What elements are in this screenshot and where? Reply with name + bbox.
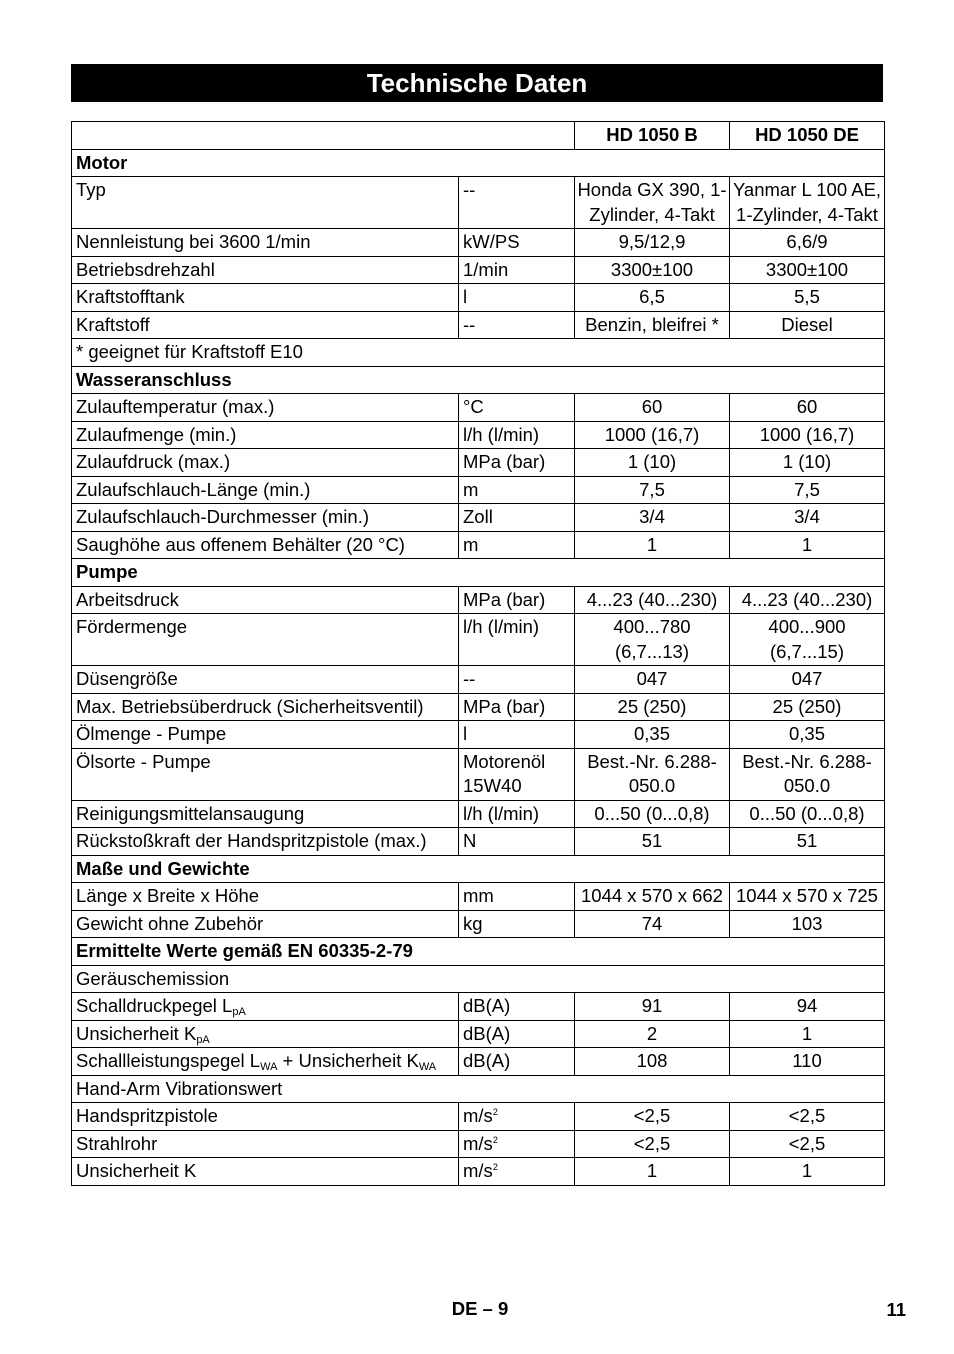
value-hd1050de: <2,5 <box>730 1103 885 1131</box>
spec-label: Unsicherheit K <box>76 1160 197 1181</box>
spec-unit-cell <box>459 504 575 532</box>
spec-unit: dB(A) <box>463 1050 511 1071</box>
spec-label-cell <box>72 910 459 938</box>
table-row <box>72 693 885 721</box>
spec-label: Nennleistung bei 3600 1/min <box>76 231 311 252</box>
value-hd1050de: 1 <box>730 531 885 559</box>
value-hd1050b: 1044 x 570 x 662 <box>575 883 730 911</box>
spec-unit: kg <box>463 912 483 934</box>
table-row <box>72 614 885 666</box>
value-hd1050de: Best.-Nr. 6.288-050.0 <box>730 748 885 800</box>
value-hd1050b: 9,5/12,9 <box>575 229 730 257</box>
spec-label-cell <box>72 883 459 911</box>
spec-unit: dB(A) <box>463 995 511 1016</box>
value-hd1050b: 1 (10) <box>575 449 730 477</box>
section-title: Maße und Gewichte <box>72 855 885 883</box>
table-row <box>72 828 885 856</box>
table-row <box>72 421 885 449</box>
table-row <box>72 1048 885 1076</box>
spec-unit: kW/PS <box>463 231 520 252</box>
value-hd1050b: 25 (250) <box>575 693 730 721</box>
spec-unit-cell <box>459 614 575 666</box>
spec-label: Zulaufmenge (min.) <box>76 423 237 445</box>
spec-unit-cell <box>459 311 575 339</box>
technical-data-table <box>71 121 885 1186</box>
spec-label-cell <box>72 1048 459 1076</box>
section-row <box>72 559 885 587</box>
table-header-row <box>72 122 885 150</box>
section-title: Pumpe <box>72 559 885 587</box>
table-row <box>72 531 885 559</box>
table-row <box>72 229 885 257</box>
spec-unit: °C <box>463 396 484 417</box>
spec-unit-cell <box>459 284 575 312</box>
spec-unit: l/h (l/min) <box>463 802 540 824</box>
spec-label-cell <box>72 504 459 532</box>
spec-label: Schalldruckpegel L <box>76 995 233 1016</box>
spec-unit-cell <box>459 883 575 911</box>
note-row <box>72 965 885 993</box>
value-hd1050de: 1044 x 570 x 725 <box>730 883 885 911</box>
spec-label-cell <box>72 177 459 229</box>
spec-unit-cell <box>459 693 575 721</box>
value-hd1050de: 0,35 <box>730 721 885 749</box>
spec-label-cell <box>72 284 459 312</box>
spec-unit: m/s <box>463 1132 493 1154</box>
table-row <box>72 993 885 1021</box>
spec-unit: m/s <box>463 1105 493 1126</box>
spec-label-cell <box>72 993 459 1021</box>
table-row <box>72 504 885 532</box>
spec-label: Typ <box>76 179 106 200</box>
value-hd1050de: 1 <box>730 1020 885 1048</box>
table-row <box>72 284 885 312</box>
spec-unit-cell <box>459 748 575 800</box>
spec-unit-cell <box>459 666 575 694</box>
spec-label-cell <box>72 1103 459 1131</box>
section-title: Motor <box>72 149 885 177</box>
spec-label-cell <box>72 721 459 749</box>
value-hd1050de: 51 <box>730 828 885 856</box>
section-row <box>72 938 885 966</box>
spec-unit-cell <box>459 476 575 504</box>
spec-label: Handspritzpistole <box>76 1105 218 1126</box>
spec-unit-cell <box>459 1130 575 1158</box>
spec-unit: 1/min <box>463 258 509 280</box>
spec-label: Länge x Breite x Höhe <box>76 885 260 906</box>
table-row <box>72 586 885 614</box>
spec-label: Zulaufschlauch-Länge (min.) <box>76 478 311 500</box>
spec-unit-cell <box>459 421 575 449</box>
spec-label-cell <box>72 531 459 559</box>
spec-unit-cell <box>459 1020 575 1048</box>
table-row <box>72 721 885 749</box>
spec-unit: l/h (l/min) <box>463 423 540 445</box>
value-hd1050de: Yanmar L 100 AE, 1-Zylinder, 4-Takt <box>730 177 885 229</box>
value-hd1050b: 7,5 <box>575 476 730 504</box>
spec-unit-cell <box>459 910 575 938</box>
spec-label-cell <box>72 1158 459 1186</box>
value-hd1050b: 1 <box>575 531 730 559</box>
spec-unit: l/h (l/min) <box>463 616 540 637</box>
value-hd1050de: 110 <box>730 1048 885 1076</box>
value-hd1050de: 3/4 <box>730 504 885 532</box>
table-row <box>72 476 885 504</box>
spec-unit: MPa (bar) <box>463 695 546 717</box>
section-title: Ermittelte Werte gemäß EN 60335-2-79 <box>72 938 885 966</box>
spec-label: Düsengröße <box>76 668 178 689</box>
value-hd1050de: 047 <box>730 666 885 694</box>
spec-label-cell <box>72 311 459 339</box>
spec-label-cell <box>72 693 459 721</box>
spec-label-continued: + Unsicherheit K <box>277 1050 419 1071</box>
spec-unit-cell <box>459 449 575 477</box>
spec-label-cell <box>72 1020 459 1048</box>
column-header-hd1050b: HD 1050 B <box>575 122 730 150</box>
spec-unit: m <box>463 533 479 555</box>
table-row <box>72 1103 885 1131</box>
spec-label-subscript: WA <box>260 1061 278 1073</box>
spec-label-cell <box>72 614 459 666</box>
spec-label: Zulauftemperatur (max.) <box>76 396 275 417</box>
spec-unit: mm <box>463 885 494 906</box>
footer-page-label: DE – 9 <box>451 1298 509 1319</box>
spec-label: Kraftstoff <box>76 313 150 335</box>
spec-unit-cell <box>459 256 575 284</box>
value-hd1050de: 6,6/9 <box>730 229 885 257</box>
value-hd1050b: 3300±100 <box>575 256 730 284</box>
table-row <box>72 1158 885 1186</box>
value-hd1050de: <2,5 <box>730 1130 885 1158</box>
value-hd1050de: 1 <box>730 1158 885 1186</box>
value-hd1050b: 1 <box>575 1158 730 1186</box>
value-hd1050b: Best.-Nr. 6.288-050.0 <box>575 748 730 800</box>
spec-label-cell <box>72 394 459 422</box>
spec-label: Ölsorte - Pumpe <box>76 750 211 772</box>
spec-label-cell <box>72 256 459 284</box>
value-hd1050de: 60 <box>730 394 885 422</box>
section-row <box>72 366 885 394</box>
spec-label-cell <box>72 476 459 504</box>
value-hd1050b: 6,5 <box>575 284 730 312</box>
spec-label-cell <box>72 666 459 694</box>
column-header-hd1050de: HD 1050 DE <box>730 122 885 150</box>
spec-unit-cell <box>459 229 575 257</box>
spec-unit: m/s <box>463 1160 493 1181</box>
value-hd1050de: 1 (10) <box>730 449 885 477</box>
value-hd1050b: 108 <box>575 1048 730 1076</box>
spec-unit: dB(A) <box>463 1022 511 1044</box>
spec-unit-cell <box>459 586 575 614</box>
section-row <box>72 855 885 883</box>
value-hd1050b: 1000 (16,7) <box>575 421 730 449</box>
value-hd1050b: 2 <box>575 1020 730 1048</box>
spec-unit: -- <box>463 179 476 200</box>
value-hd1050de: 103 <box>730 910 885 938</box>
spec-unit-cell <box>459 828 575 856</box>
value-hd1050b: Benzin, bleifrei * <box>575 311 730 339</box>
spec-label: Gewicht ohne Zubehör <box>76 912 264 934</box>
spec-label-subscript: pA <box>232 1006 246 1018</box>
value-hd1050de: 25 (250) <box>730 693 885 721</box>
value-hd1050b: 4...23 (40...230) <box>575 586 730 614</box>
table-row <box>72 800 885 828</box>
value-hd1050de: 400...900 (6,7...15) <box>730 614 885 666</box>
table-row <box>72 910 885 938</box>
spec-label: Saughöhe aus offenem Behälter (20 °C) <box>76 533 405 555</box>
spec-unit-superscript: 2 <box>492 1134 498 1145</box>
value-hd1050b: 74 <box>575 910 730 938</box>
spec-label-cell <box>72 748 459 800</box>
section-row <box>72 149 885 177</box>
table-row <box>72 256 885 284</box>
spec-label: Fördermenge <box>76 616 188 637</box>
spec-unit: N <box>463 830 477 851</box>
spec-unit: Zoll <box>463 506 493 527</box>
value-hd1050b: 047 <box>575 666 730 694</box>
table-row <box>72 177 885 229</box>
value-hd1050de: 5,5 <box>730 284 885 312</box>
spec-label-cell <box>72 421 459 449</box>
value-hd1050b: 60 <box>575 394 730 422</box>
spec-unit: -- <box>463 668 476 689</box>
spec-unit: Motorenöl 15W40 <box>463 750 546 796</box>
spec-unit: -- <box>463 313 476 335</box>
spec-unit: m <box>463 478 479 500</box>
spec-label-subscript: pA <box>196 1033 210 1046</box>
spec-label-cell <box>72 1130 459 1158</box>
value-hd1050de: 4...23 (40...230) <box>730 586 885 614</box>
spec-label-cell <box>72 449 459 477</box>
note-row <box>72 1075 885 1103</box>
table-row <box>72 883 885 911</box>
spec-label: Reinigungsmittelansaugung <box>76 802 305 824</box>
spec-label-cell <box>72 800 459 828</box>
spec-unit-superscript: 2 <box>492 1107 498 1117</box>
page-title: Technische Daten <box>71 64 883 102</box>
section-title: Wasseranschluss <box>72 366 885 394</box>
spec-label-cell <box>72 828 459 856</box>
spec-unit: l <box>463 286 468 307</box>
value-hd1050b: 0...50 (0...0,8) <box>575 800 730 828</box>
spec-unit-cell <box>459 993 575 1021</box>
value-hd1050b: <2,5 <box>575 1103 730 1131</box>
header-blank-cell <box>72 122 575 150</box>
value-hd1050de: 7,5 <box>730 476 885 504</box>
value-hd1050b: 51 <box>575 828 730 856</box>
spec-label: Unsicherheit K <box>76 1022 197 1044</box>
spec-label: Max. Betriebsüberdruck (Sicherheitsventil) <box>76 695 424 717</box>
spec-unit-cell <box>459 394 575 422</box>
spec-unit-superscript: 2 <box>492 1162 498 1172</box>
value-hd1050de: 1000 (16,7) <box>730 421 885 449</box>
spec-label: Arbeitsdruck <box>76 588 179 610</box>
footer-page-number: 11 <box>886 1299 906 1320</box>
spec-label: Rückstoßkraft der Handspritzpistole (max.) <box>76 830 427 851</box>
spec-label: Kraftstofftank <box>76 286 185 307</box>
spec-label: Betriebsdrehzahl <box>76 258 215 280</box>
table-row <box>72 449 885 477</box>
table-row <box>72 748 885 800</box>
table-body <box>72 122 885 1186</box>
note-text: Geräuschemission <box>72 965 885 993</box>
spec-unit-cell <box>459 531 575 559</box>
table-row <box>72 311 885 339</box>
value-hd1050b: Honda GX 390, 1-Zylinder, 4-Takt <box>575 177 730 229</box>
spec-unit-cell <box>459 800 575 828</box>
spec-label-cell <box>72 586 459 614</box>
value-hd1050b: 400...780 (6,7...13) <box>575 614 730 666</box>
spec-label: Zulaufschlauch-Durchmesser (min.) <box>76 506 370 527</box>
table-row <box>72 394 885 422</box>
note-text: Hand-Arm Vibrationswert <box>72 1075 885 1103</box>
spec-label: Schallleistungspegel L <box>76 1050 261 1071</box>
note-row <box>72 339 885 367</box>
spec-label: Zulaufdruck (max.) <box>76 451 231 472</box>
table-row <box>72 1020 885 1048</box>
value-hd1050b: <2,5 <box>575 1130 730 1158</box>
value-hd1050de: 3300±100 <box>730 256 885 284</box>
note-text: * geeignet für Kraftstoff E10 <box>72 339 885 367</box>
value-hd1050b: 91 <box>575 993 730 1021</box>
spec-label: Strahlrohr <box>76 1132 158 1154</box>
spec-unit-cell <box>459 721 575 749</box>
spec-unit: l <box>463 723 468 744</box>
value-hd1050de: 94 <box>730 993 885 1021</box>
spec-unit-cell <box>459 1158 575 1186</box>
spec-label-subscript: WA <box>418 1061 437 1073</box>
table-row <box>72 1130 885 1158</box>
spec-unit: MPa (bar) <box>463 588 546 610</box>
value-hd1050b: 3/4 <box>575 504 730 532</box>
spec-unit: MPa (bar) <box>463 451 546 472</box>
spec-unit-cell <box>459 1103 575 1131</box>
spec-unit-cell <box>459 1048 575 1076</box>
value-hd1050de: Diesel <box>730 311 885 339</box>
spec-unit-cell <box>459 177 575 229</box>
spec-label: Ölmenge - Pumpe <box>76 723 227 744</box>
value-hd1050b: 0,35 <box>575 721 730 749</box>
value-hd1050de: 0...50 (0...0,8) <box>730 800 885 828</box>
table-row <box>72 666 885 694</box>
spec-label-cell <box>72 229 459 257</box>
